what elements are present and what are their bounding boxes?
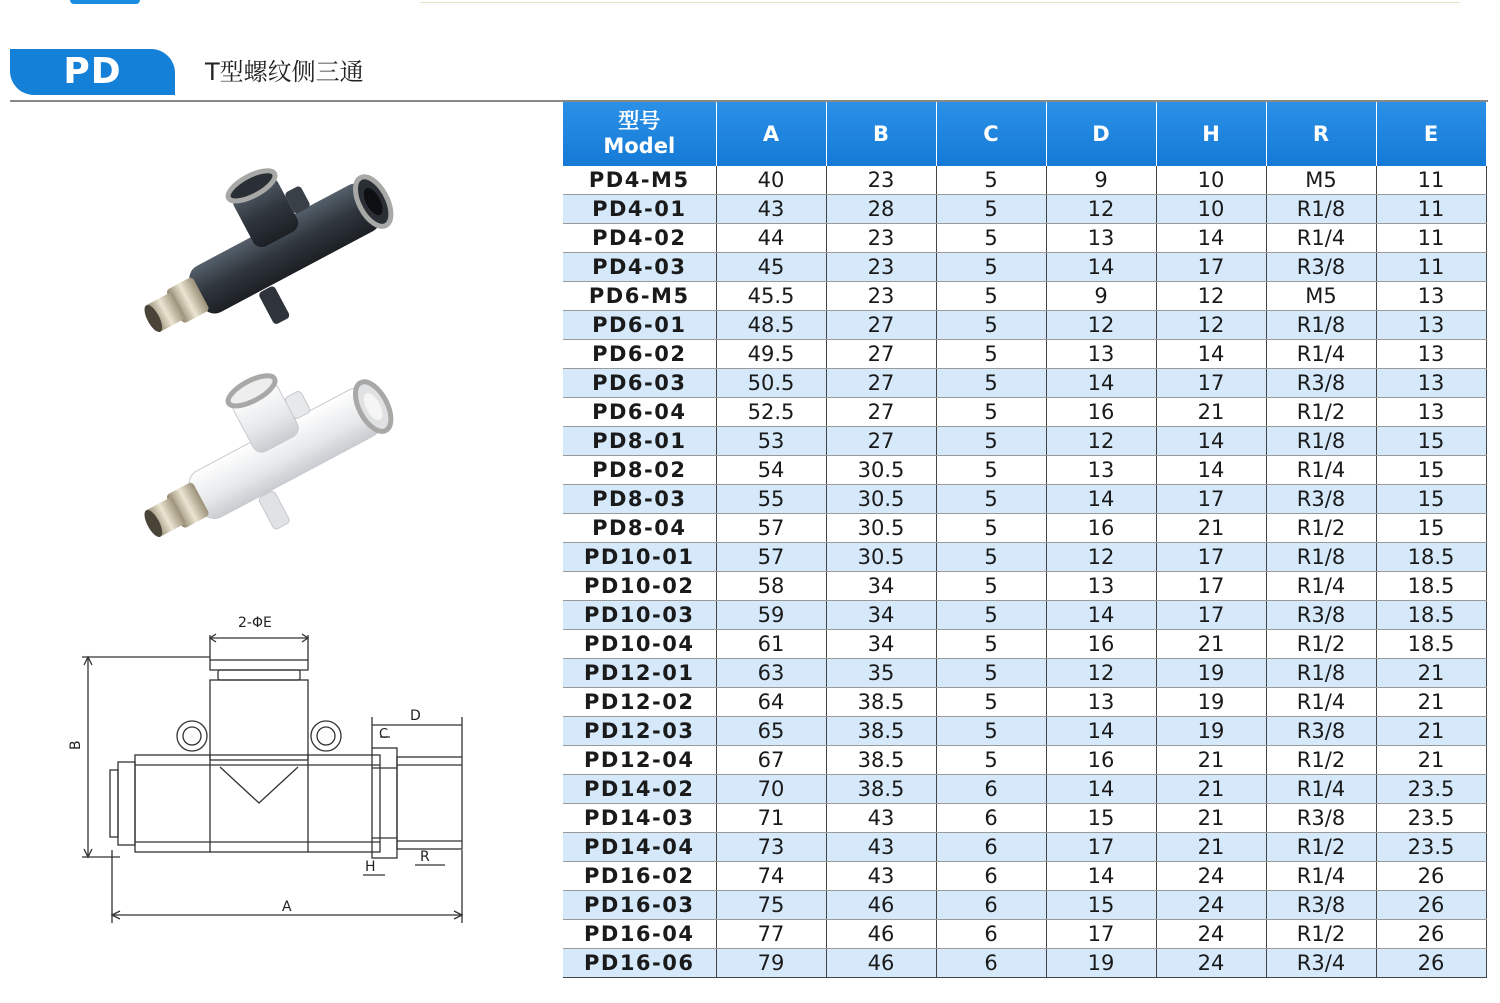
cell-r: R1/2 bbox=[1266, 630, 1376, 659]
cell-a: 73 bbox=[716, 833, 826, 862]
cell-e: 21 bbox=[1376, 717, 1486, 746]
table-row bbox=[563, 543, 1486, 572]
cell-r: R1/4 bbox=[1266, 688, 1376, 717]
column-header-e: E bbox=[1376, 102, 1486, 166]
white-t-fitting-photo bbox=[130, 328, 415, 560]
cell-c: 5 bbox=[936, 630, 1046, 659]
cell-h: 17 bbox=[1156, 601, 1266, 630]
cell-c: 6 bbox=[936, 862, 1046, 891]
column-header-r: R bbox=[1266, 102, 1376, 166]
cell-a: 40 bbox=[716, 166, 826, 195]
cell-model: PD14-03 bbox=[563, 804, 716, 833]
cell-r: M5 bbox=[1266, 166, 1376, 195]
cell-b: 27 bbox=[826, 340, 936, 369]
cell-d: 14 bbox=[1046, 485, 1156, 514]
cell-e: 18.5 bbox=[1376, 630, 1486, 659]
table-row bbox=[563, 340, 1486, 369]
table-row bbox=[563, 311, 1486, 340]
top-accent bbox=[70, 0, 140, 4]
cell-h: 24 bbox=[1156, 949, 1266, 978]
cell-d: 12 bbox=[1046, 195, 1156, 224]
table-row bbox=[563, 862, 1486, 891]
table-row bbox=[563, 775, 1486, 804]
cell-d: 14 bbox=[1046, 369, 1156, 398]
cell-b: 34 bbox=[826, 601, 936, 630]
cell-a: 75 bbox=[716, 891, 826, 920]
cell-b: 34 bbox=[826, 572, 936, 601]
table-row bbox=[563, 166, 1486, 195]
cell-r: R3/8 bbox=[1266, 717, 1376, 746]
table-row bbox=[563, 485, 1486, 514]
cell-d: 13 bbox=[1046, 688, 1156, 717]
cell-a: 59 bbox=[716, 601, 826, 630]
cell-b: 23 bbox=[826, 224, 936, 253]
cell-r: R1/4 bbox=[1266, 456, 1376, 485]
cell-model: PD8-04 bbox=[563, 514, 716, 543]
cell-model: PD14-04 bbox=[563, 833, 716, 862]
cell-r: R1/2 bbox=[1266, 920, 1376, 949]
cell-a: 45 bbox=[716, 253, 826, 282]
column-header-model-cn: 型号 bbox=[618, 109, 661, 133]
cell-d: 13 bbox=[1046, 572, 1156, 601]
cell-e: 11 bbox=[1376, 195, 1486, 224]
cell-d: 12 bbox=[1046, 311, 1156, 340]
cell-e: 21 bbox=[1376, 746, 1486, 775]
cell-a: 65 bbox=[716, 717, 826, 746]
cell-model: PD12-03 bbox=[563, 717, 716, 746]
cell-b: 43 bbox=[826, 833, 936, 862]
table-row bbox=[563, 369, 1486, 398]
cell-d: 13 bbox=[1046, 456, 1156, 485]
cell-h: 21 bbox=[1156, 775, 1266, 804]
cell-c: 5 bbox=[936, 340, 1046, 369]
cell-c: 5 bbox=[936, 601, 1046, 630]
cell-c: 5 bbox=[936, 485, 1046, 514]
cell-h: 14 bbox=[1156, 456, 1266, 485]
cell-c: 5 bbox=[936, 282, 1046, 311]
cell-c: 5 bbox=[936, 659, 1046, 688]
cell-r: R1/8 bbox=[1266, 195, 1376, 224]
cell-model: PD16-02 bbox=[563, 862, 716, 891]
cell-h: 10 bbox=[1156, 166, 1266, 195]
cell-a: 52.5 bbox=[716, 398, 826, 427]
label-b: B bbox=[68, 740, 84, 750]
cell-model: PD4-03 bbox=[563, 253, 716, 282]
cell-r: R1/4 bbox=[1266, 862, 1376, 891]
cell-a: 49.5 bbox=[716, 340, 826, 369]
table-row bbox=[563, 949, 1486, 978]
top-decor-strip bbox=[0, 0, 1500, 10]
cell-e: 13 bbox=[1376, 398, 1486, 427]
cell-h: 21 bbox=[1156, 630, 1266, 659]
cell-h: 19 bbox=[1156, 688, 1266, 717]
cell-e: 13 bbox=[1376, 340, 1486, 369]
cell-b: 38.5 bbox=[826, 717, 936, 746]
cell-r: R1/8 bbox=[1266, 543, 1376, 572]
cell-b: 23 bbox=[826, 253, 936, 282]
cell-model: PD12-04 bbox=[563, 746, 716, 775]
cell-h: 24 bbox=[1156, 862, 1266, 891]
cell-model: PD10-02 bbox=[563, 572, 716, 601]
cell-b: 46 bbox=[826, 949, 936, 978]
cell-e: 23.5 bbox=[1376, 804, 1486, 833]
cell-h: 21 bbox=[1156, 804, 1266, 833]
cell-model: PD8-02 bbox=[563, 456, 716, 485]
cell-c: 5 bbox=[936, 369, 1046, 398]
column-header-h: H bbox=[1156, 102, 1266, 166]
cell-r: R1/2 bbox=[1266, 514, 1376, 543]
cell-h: 14 bbox=[1156, 224, 1266, 253]
cell-model: PD8-03 bbox=[563, 485, 716, 514]
cell-e: 23.5 bbox=[1376, 775, 1486, 804]
table-row bbox=[563, 746, 1486, 775]
cell-a: 50.5 bbox=[716, 369, 826, 398]
cell-d: 16 bbox=[1046, 746, 1156, 775]
cell-b: 35 bbox=[826, 659, 936, 688]
table-row bbox=[563, 572, 1486, 601]
top-line bbox=[420, 2, 1460, 3]
cell-b: 43 bbox=[826, 862, 936, 891]
cell-e: 23.5 bbox=[1376, 833, 1486, 862]
cell-b: 27 bbox=[826, 311, 936, 340]
column-header-a: A bbox=[716, 102, 826, 166]
cell-r: R1/8 bbox=[1266, 659, 1376, 688]
cell-e: 21 bbox=[1376, 688, 1486, 717]
cell-d: 12 bbox=[1046, 427, 1156, 456]
cell-b: 46 bbox=[826, 920, 936, 949]
cell-a: 79 bbox=[716, 949, 826, 978]
cell-model: PD4-01 bbox=[563, 195, 716, 224]
cell-a: 67 bbox=[716, 746, 826, 775]
cell-e: 13 bbox=[1376, 282, 1486, 311]
label-r: R bbox=[420, 849, 430, 865]
cell-d: 19 bbox=[1046, 949, 1156, 978]
cell-r: R1/2 bbox=[1266, 746, 1376, 775]
cell-h: 12 bbox=[1156, 311, 1266, 340]
cell-a: 61 bbox=[716, 630, 826, 659]
cell-model: PD8-01 bbox=[563, 427, 716, 456]
cell-r: R1/2 bbox=[1266, 833, 1376, 862]
table-row bbox=[563, 717, 1486, 746]
cell-d: 12 bbox=[1046, 543, 1156, 572]
cell-e: 13 bbox=[1376, 369, 1486, 398]
cell-e: 15 bbox=[1376, 456, 1486, 485]
cell-c: 5 bbox=[936, 543, 1046, 572]
cell-c: 5 bbox=[936, 311, 1046, 340]
cell-e: 18.5 bbox=[1376, 572, 1486, 601]
cell-e: 15 bbox=[1376, 427, 1486, 456]
cell-model: PD10-04 bbox=[563, 630, 716, 659]
table-row bbox=[563, 804, 1486, 833]
cell-model: PD4-02 bbox=[563, 224, 716, 253]
cell-h: 14 bbox=[1156, 340, 1266, 369]
cell-r: R1/8 bbox=[1266, 311, 1376, 340]
product-photos bbox=[130, 140, 420, 560]
cell-r: R1/4 bbox=[1266, 224, 1376, 253]
table-row bbox=[563, 195, 1486, 224]
cell-b: 30.5 bbox=[826, 543, 936, 572]
label-d: D bbox=[410, 708, 421, 724]
cell-c: 5 bbox=[936, 195, 1046, 224]
cell-d: 14 bbox=[1046, 717, 1156, 746]
cell-e: 26 bbox=[1376, 920, 1486, 949]
cell-b: 43 bbox=[826, 804, 936, 833]
cell-a: 63 bbox=[716, 659, 826, 688]
cell-c: 6 bbox=[936, 804, 1046, 833]
cell-model: PD6-02 bbox=[563, 340, 716, 369]
cell-a: 48.5 bbox=[716, 311, 826, 340]
cell-a: 53 bbox=[716, 427, 826, 456]
cell-model: PD14-02 bbox=[563, 775, 716, 804]
cell-model: PD4-M5 bbox=[563, 166, 716, 195]
cell-h: 17 bbox=[1156, 543, 1266, 572]
series-code-badge: PD bbox=[10, 49, 175, 95]
cell-h: 17 bbox=[1156, 369, 1266, 398]
cell-h: 12 bbox=[1156, 282, 1266, 311]
cell-c: 5 bbox=[936, 398, 1046, 427]
cell-d: 14 bbox=[1046, 601, 1156, 630]
cell-d: 13 bbox=[1046, 224, 1156, 253]
cell-b: 27 bbox=[826, 398, 936, 427]
cell-h: 21 bbox=[1156, 398, 1266, 427]
table-row bbox=[563, 456, 1486, 485]
cell-h: 19 bbox=[1156, 717, 1266, 746]
cell-d: 16 bbox=[1046, 630, 1156, 659]
cell-e: 11 bbox=[1376, 253, 1486, 282]
cell-d: 16 bbox=[1046, 514, 1156, 543]
column-header-c: C bbox=[936, 102, 1046, 166]
cell-r: R3/8 bbox=[1266, 804, 1376, 833]
cell-a: 55 bbox=[716, 485, 826, 514]
cell-a: 71 bbox=[716, 804, 826, 833]
cell-c: 5 bbox=[936, 572, 1046, 601]
cell-r: R1/4 bbox=[1266, 340, 1376, 369]
cell-a: 54 bbox=[716, 456, 826, 485]
cell-b: 23 bbox=[826, 166, 936, 195]
column-header-d: D bbox=[1046, 102, 1156, 166]
cell-r: R3/8 bbox=[1266, 891, 1376, 920]
cell-a: 74 bbox=[716, 862, 826, 891]
cell-a: 58 bbox=[716, 572, 826, 601]
cell-a: 70 bbox=[716, 775, 826, 804]
cell-d: 13 bbox=[1046, 340, 1156, 369]
cell-h: 17 bbox=[1156, 485, 1266, 514]
cell-e: 26 bbox=[1376, 891, 1486, 920]
cell-model: PD10-01 bbox=[563, 543, 716, 572]
cell-e: 26 bbox=[1376, 862, 1486, 891]
cell-h: 10 bbox=[1156, 195, 1266, 224]
cell-a: 77 bbox=[716, 920, 826, 949]
cell-c: 5 bbox=[936, 688, 1046, 717]
label-phi-e: 2-ΦE bbox=[238, 615, 272, 631]
cell-c: 6 bbox=[936, 833, 1046, 862]
cell-d: 15 bbox=[1046, 804, 1156, 833]
cell-b: 23 bbox=[826, 282, 936, 311]
cell-e: 11 bbox=[1376, 166, 1486, 195]
cell-model: PD16-03 bbox=[563, 891, 716, 920]
dimension-drawing bbox=[60, 605, 490, 935]
cell-h: 14 bbox=[1156, 427, 1266, 456]
cell-c: 5 bbox=[936, 427, 1046, 456]
cell-c: 5 bbox=[936, 717, 1046, 746]
table-row bbox=[563, 659, 1486, 688]
cell-model: PD10-03 bbox=[563, 601, 716, 630]
cell-b: 30.5 bbox=[826, 456, 936, 485]
cell-h: 21 bbox=[1156, 514, 1266, 543]
cell-r: R3/4 bbox=[1266, 949, 1376, 978]
cell-b: 38.5 bbox=[826, 746, 936, 775]
cell-h: 17 bbox=[1156, 572, 1266, 601]
column-header-model bbox=[563, 102, 716, 166]
cell-model: PD16-04 bbox=[563, 920, 716, 949]
cell-b: 46 bbox=[826, 891, 936, 920]
cell-c: 5 bbox=[936, 224, 1046, 253]
cell-b: 38.5 bbox=[826, 688, 936, 717]
cell-c: 5 bbox=[936, 514, 1046, 543]
cell-model: PD6-01 bbox=[563, 311, 716, 340]
table-row bbox=[563, 427, 1486, 456]
cell-d: 14 bbox=[1046, 862, 1156, 891]
cell-b: 27 bbox=[826, 369, 936, 398]
label-h: H bbox=[365, 859, 376, 875]
cell-e: 26 bbox=[1376, 949, 1486, 978]
table-row bbox=[563, 224, 1486, 253]
cell-model: PD6-04 bbox=[563, 398, 716, 427]
cell-r: R3/8 bbox=[1266, 369, 1376, 398]
cell-a: 64 bbox=[716, 688, 826, 717]
cell-d: 15 bbox=[1046, 891, 1156, 920]
table-body bbox=[563, 166, 1486, 978]
cell-c: 6 bbox=[936, 891, 1046, 920]
cell-r: R3/8 bbox=[1266, 253, 1376, 282]
cell-a: 44 bbox=[716, 224, 826, 253]
cell-e: 13 bbox=[1376, 311, 1486, 340]
cell-model: PD12-01 bbox=[563, 659, 716, 688]
table-row bbox=[563, 253, 1486, 282]
cell-h: 24 bbox=[1156, 891, 1266, 920]
cell-r: M5 bbox=[1266, 282, 1376, 311]
cell-a: 57 bbox=[716, 543, 826, 572]
label-c: C bbox=[379, 727, 389, 742]
cell-d: 9 bbox=[1046, 166, 1156, 195]
cell-a: 43 bbox=[716, 195, 826, 224]
table-row bbox=[563, 920, 1486, 949]
table-header-row bbox=[563, 102, 1486, 166]
cell-d: 12 bbox=[1046, 659, 1156, 688]
cell-d: 14 bbox=[1046, 253, 1156, 282]
cell-r: R1/2 bbox=[1266, 398, 1376, 427]
cell-b: 30.5 bbox=[826, 485, 936, 514]
cell-e: 21 bbox=[1376, 659, 1486, 688]
cell-c: 6 bbox=[936, 920, 1046, 949]
table-row bbox=[563, 833, 1486, 862]
cell-e: 18.5 bbox=[1376, 543, 1486, 572]
cell-h: 21 bbox=[1156, 833, 1266, 862]
cell-d: 17 bbox=[1046, 833, 1156, 862]
cell-a: 57 bbox=[716, 514, 826, 543]
table-row bbox=[563, 891, 1486, 920]
cell-c: 5 bbox=[936, 166, 1046, 195]
cell-model: PD6-M5 bbox=[563, 282, 716, 311]
cell-d: 17 bbox=[1046, 920, 1156, 949]
cell-b: 30.5 bbox=[826, 514, 936, 543]
cell-e: 15 bbox=[1376, 514, 1486, 543]
cell-e: 11 bbox=[1376, 224, 1486, 253]
cell-a: 45.5 bbox=[716, 282, 826, 311]
cell-c: 5 bbox=[936, 253, 1046, 282]
cell-model: PD16-06 bbox=[563, 949, 716, 978]
cell-r: R1/8 bbox=[1266, 427, 1376, 456]
cell-b: 27 bbox=[826, 427, 936, 456]
cell-r: R3/8 bbox=[1266, 485, 1376, 514]
cell-d: 9 bbox=[1046, 282, 1156, 311]
cell-c: 5 bbox=[936, 746, 1046, 775]
cell-r: R1/4 bbox=[1266, 775, 1376, 804]
column-header-b: B bbox=[826, 102, 936, 166]
table-row bbox=[563, 601, 1486, 630]
cell-b: 28 bbox=[826, 195, 936, 224]
table-row bbox=[563, 630, 1486, 659]
black-t-fitting-photo bbox=[130, 140, 415, 377]
table-row bbox=[563, 688, 1486, 717]
column-header-model-en: Model bbox=[603, 134, 676, 158]
cell-c: 5 bbox=[936, 456, 1046, 485]
series-title: T型螺纹侧三通 bbox=[205, 58, 364, 86]
cell-r: R3/8 bbox=[1266, 601, 1376, 630]
cell-b: 34 bbox=[826, 630, 936, 659]
cell-d: 14 bbox=[1046, 775, 1156, 804]
spec-table bbox=[563, 102, 1487, 978]
table-row bbox=[563, 282, 1486, 311]
cell-e: 18.5 bbox=[1376, 601, 1486, 630]
table-row bbox=[563, 514, 1486, 543]
cell-model: PD6-03 bbox=[563, 369, 716, 398]
label-a: A bbox=[282, 899, 292, 915]
cell-d: 16 bbox=[1046, 398, 1156, 427]
cell-b: 38.5 bbox=[826, 775, 936, 804]
cell-c: 6 bbox=[936, 775, 1046, 804]
cell-h: 24 bbox=[1156, 920, 1266, 949]
cell-e: 15 bbox=[1376, 485, 1486, 514]
cell-model: PD12-02 bbox=[563, 688, 716, 717]
cell-r: R1/4 bbox=[1266, 572, 1376, 601]
cell-c: 6 bbox=[936, 949, 1046, 978]
cell-h: 21 bbox=[1156, 746, 1266, 775]
cell-h: 19 bbox=[1156, 659, 1266, 688]
cell-h: 17 bbox=[1156, 253, 1266, 282]
table-row bbox=[563, 398, 1486, 427]
